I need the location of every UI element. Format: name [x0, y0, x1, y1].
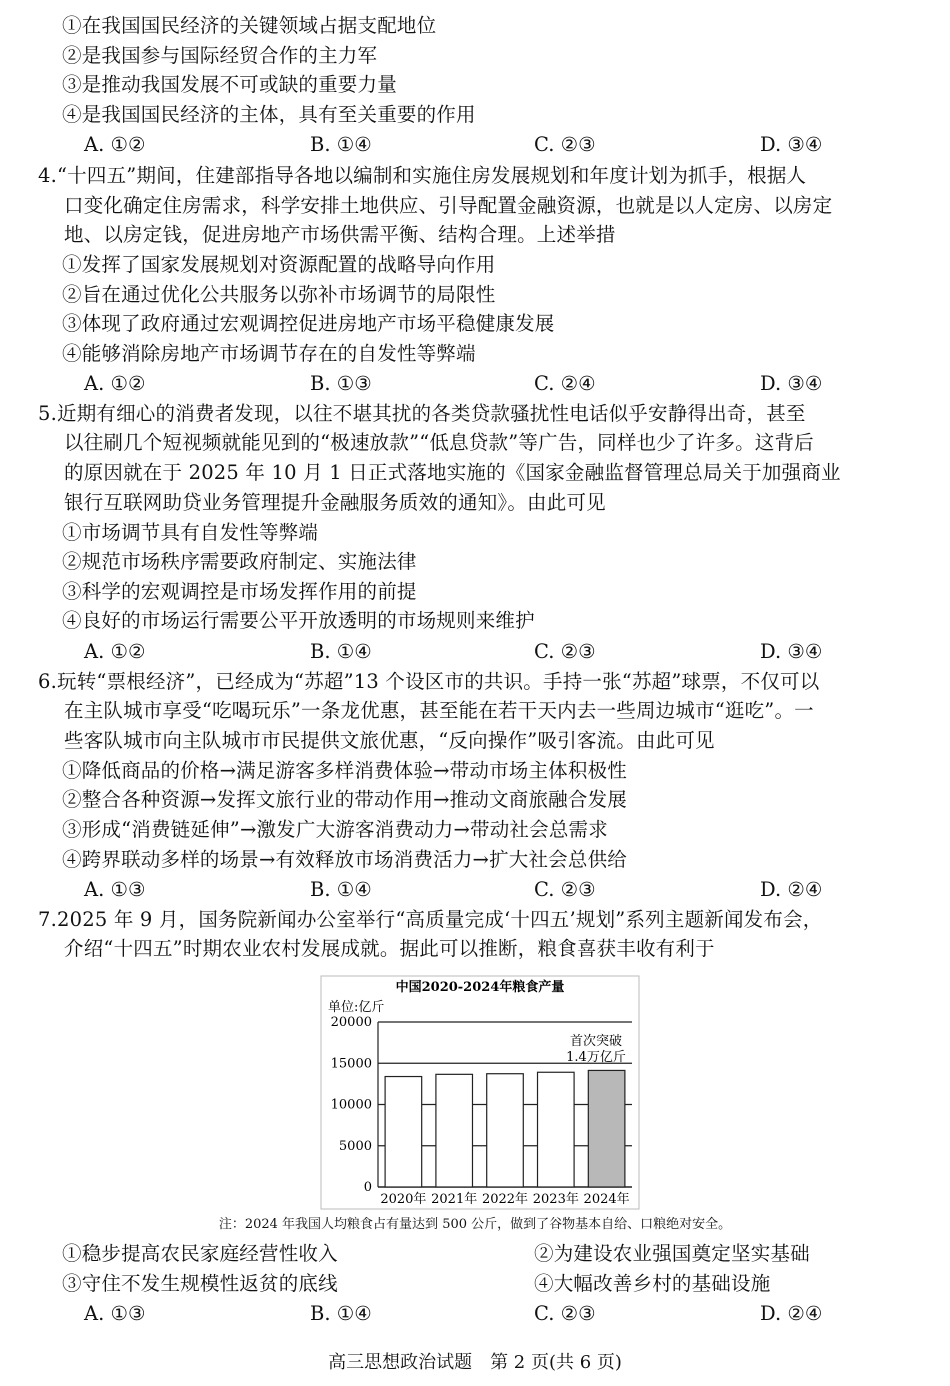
q7-option-2: ②为建设农业强国奠定坚实基础 [534, 1242, 810, 1265]
answer-b: B. ①④ [310, 1302, 372, 1325]
chart-xtick-label: 2021年 [431, 1192, 478, 1207]
chart-note: 注：2024 年我国人均粮食占有量达到 500 公斤，做到了谷物基本自给、口粮绝对安全。 [218, 1217, 732, 1232]
q4-option-2: ②旨在通过优化公共服务以弥补市场调节的局限性 [62, 283, 496, 306]
q3-option-4: ④是我国国民经济的主体，具有至关重要的作用 [62, 103, 476, 126]
answer-a: A. ①③ [84, 1302, 146, 1325]
chart-ylabel: 单位:亿斤 [328, 1000, 385, 1015]
answer-b: B. ①④ [310, 878, 372, 901]
answer-a: A. ①② [84, 640, 146, 663]
q5-option-3: ③科学的宏观调控是市场发挥作用的前提 [62, 580, 417, 603]
answer-b: B. ①③ [310, 372, 372, 395]
q5-stem-line-3: 的原因就在于 2025 年 10 月 1 日正式落地实施的《国家金融监督管理总局关于加强商业 [64, 461, 841, 484]
q5-option-1: ①市场调节具有自发性等弊端 [62, 521, 319, 544]
q3-option-3: ③是推动我国发展不可或缺的重要力量 [62, 73, 397, 96]
q5-option-4: ④良好的市场运行需要公平开放透明的市场规则来维护 [62, 609, 535, 632]
chart-bar-2022年 [487, 1074, 524, 1187]
answer-d: D. ②④ [760, 878, 823, 901]
q6-option-4: ④跨界联动多样的场景→有效释放市场消费活力→扩大社会总供给 [62, 848, 627, 871]
q4-answers [0, 370, 950, 398]
answer-b: B. ①④ [310, 133, 372, 156]
q5-option-2: ②规范市场秩序需要政府制定、实施法律 [62, 550, 417, 573]
chart-xtick-label: 2022年 [481, 1192, 529, 1207]
chart-xtick-label: 2024年 [583, 1192, 630, 1207]
answer-b: B. ①④ [310, 640, 372, 663]
q4-option-3: ③体现了政府通过宏观调控促进房地产市场平稳健康发展 [62, 312, 555, 335]
chart-title: 中国2020-2024年粮食产量 [395, 980, 565, 995]
q4-stem-line-3: 地、以房定钱，促进房地产市场供需平衡、结构合理。上述举措 [64, 223, 616, 246]
q5-answers [0, 638, 950, 666]
q6-option-3: ③形成“消费链延伸”→激发广大游客消费动力→带动社会总需求 [62, 818, 608, 841]
chart-ytick-label: 0 [363, 1180, 372, 1195]
chart-bar-2023年 [538, 1072, 575, 1187]
chart-xtick-label: 2023年 [532, 1192, 579, 1207]
chart-ytick-label: 10000 [330, 1097, 372, 1113]
answer-a: A. ①③ [84, 878, 146, 901]
answer-a: A. ①② [84, 133, 146, 156]
q7-option-3: ③守住不发生规模性返贫的底线 [62, 1272, 338, 1295]
answer-c: C. ②④ [534, 372, 596, 395]
chart-annotation-line-1: 首次突破 [569, 1034, 623, 1049]
chart-xtick-label: 2020年 [380, 1192, 427, 1207]
q4-stem-line-1: 4.“十四五”期间，住建部指导各地以编制和实施住房发展规划和年度计划为抓手，根据人 [38, 164, 807, 187]
q5-stem-line-4: 银行互联网助贷业务管理提升金融服务质效的通知》。由此可见 [64, 491, 606, 514]
chart-ytick-label: 20000 [330, 1015, 372, 1030]
answer-c: C. ②③ [534, 133, 596, 156]
chart-annotation-line-2: 1.4万亿斤 [566, 1050, 626, 1065]
answer-c: C. ②③ [534, 878, 596, 901]
q4-stem-line-2: 口变化确定住房需求，科学安排土地供应、引导配置金融资源，也就是以人定房、以房定 [64, 194, 833, 217]
q7-stem-line-1: 7.2025 年 9 月，国务院新闻办公室举行“高质量完成‘十四五’规划”系列主题新闻发布会， [38, 908, 823, 931]
q3-option-2: ②是我国参与国际经贸合作的主力军 [62, 44, 378, 67]
chart-svg [320, 975, 640, 1210]
answer-c: C. ②③ [534, 640, 596, 663]
q6-option-2: ②整合各种资源→发挥文旅行业的带动作用→推动文商旅融合发展 [62, 788, 627, 811]
answer-d: D. ③④ [760, 133, 823, 156]
q4-option-4: ④能够消除房地产市场调节存在的自发性等弊端 [62, 342, 476, 365]
q7-answers [0, 1300, 950, 1328]
answer-d: D. ②④ [760, 1302, 823, 1325]
chart-ytick-label: 5000 [338, 1138, 372, 1154]
q7-option-4: ④大幅改善乡村的基础设施 [534, 1272, 771, 1295]
q7-option-1: ①稳步提高农民家庭经营性收入 [62, 1242, 338, 1265]
q5-stem-line-2: 以往刷几个短视频就能见到的“极速放款”“低息贷款”等广告，同样也少了许多。这背后 [64, 431, 814, 454]
answer-d: D. ③④ [760, 372, 823, 395]
page-footer: 高三思想政治试题 第 2 页(共 6 页) [328, 1352, 622, 1373]
chart-bar-2021年 [436, 1074, 473, 1187]
q6-stem-line-2: 在主队城市享受“吃喝玩乐”一条龙优惠，甚至能在若干天内去一些周边城市“逛吃”。一 [64, 699, 814, 722]
chart-bar-2024年 [588, 1070, 625, 1187]
q7-stem-line-2: 介绍“十四五”时期农业农村发展成就。据此可以推断，粮食喜获丰收有利于 [64, 937, 715, 960]
q3-option-1: ①在我国国民经济的关键领域占据支配地位 [62, 14, 437, 37]
grain-output-chart [320, 975, 640, 1210]
q6-stem-line-3: 些客队城市向主队城市市民提供文旅优惠，“反向操作”吸引客流。由此可见 [64, 729, 715, 752]
q6-answers [0, 876, 950, 904]
answer-d: D. ③④ [760, 640, 823, 663]
q3-answers [0, 131, 950, 159]
q6-option-1: ①降低商品的价格→满足游客多样消费体验→带动市场主体积极性 [62, 759, 627, 782]
answer-a: A. ①② [84, 372, 146, 395]
chart-bar-2020年 [385, 1077, 422, 1187]
chart-ytick-label: 15000 [330, 1056, 372, 1072]
answer-c: C. ②③ [534, 1302, 596, 1325]
q6-stem-line-1: 6.玩转“票根经济”，已经成为“苏超”13 个设区市的共识。手持一张“苏超”球票，不仅可以 [38, 670, 820, 693]
q4-option-1: ①发挥了国家发展规划对资源配置的战略导向作用 [62, 253, 496, 276]
q5-stem-line-1: 5.近期有细心的消费者发现，以往不堪其扰的各类贷款骚扰性电话似乎安静得出奇，甚至 [38, 402, 806, 425]
